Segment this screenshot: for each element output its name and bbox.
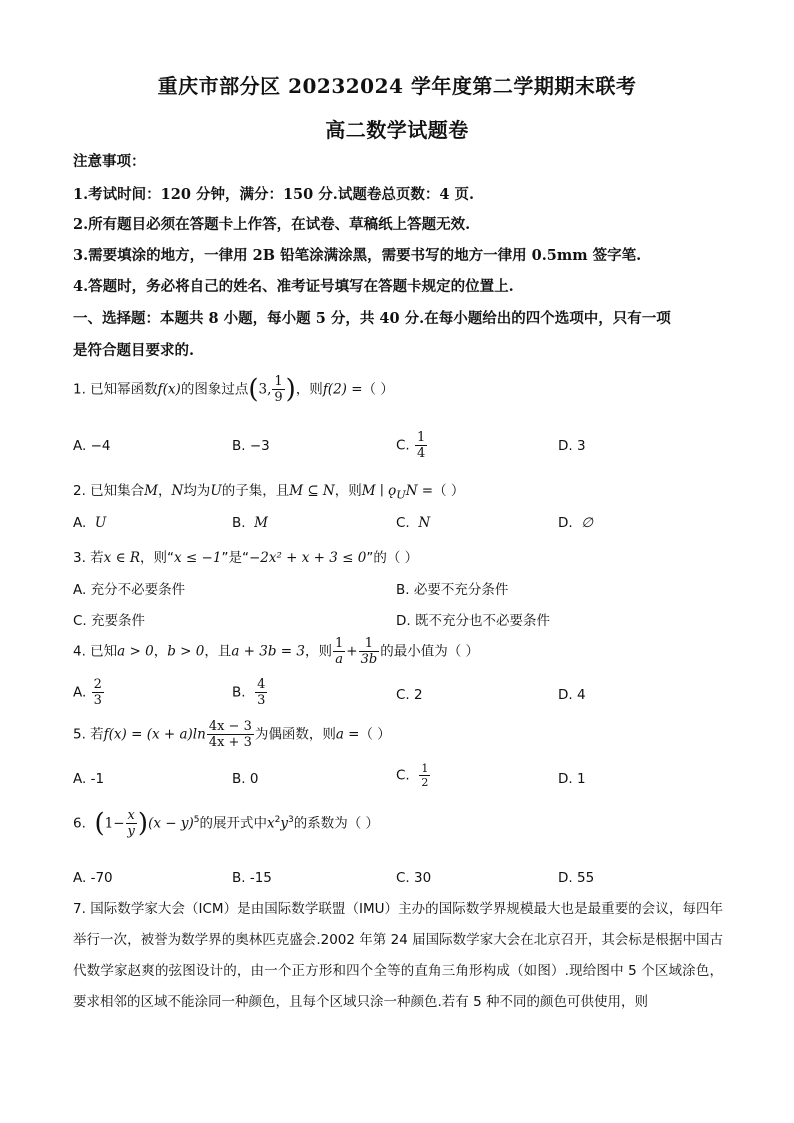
q1-blank: （ ） bbox=[362, 381, 394, 398]
q1-stem: 1. 已知幂函数 bbox=[73, 381, 158, 398]
question-6: 6. (1− $\frac{x}{y}$ )$(x - y)^5$的展开式中$x^2y^3$的系数为（ ） bbox=[73, 808, 379, 839]
q2-option-d: D. ∅ bbox=[558, 515, 594, 531]
q1-function: f(x) bbox=[157, 381, 181, 398]
q5-option-c: C. $\frac{1}{2}$ bbox=[396, 762, 429, 789]
q1-option-a: A. −4 bbox=[73, 438, 111, 454]
question-3: 3. 若x ∈ R，则“x ≤ −1”是“−2x² + x + 3 ≤ 0”的（ ） bbox=[73, 550, 419, 566]
q5-option-a: A. -1 bbox=[73, 771, 105, 787]
paren-right: ) bbox=[285, 374, 296, 405]
q5-option-b: B. 0 bbox=[232, 771, 259, 787]
question-7: 7. 国际数学家大会（ICM）是由国际数学联盟（IMU）主办的国际数学界规模最大也是最重要的会议，每四年举行一次，被誉为数学界的奥林匹克盛会.2002 年第 24 届国际数学家大会在北京召开，其会标是根据中国古代数学家赵爽的弦图设计的，由一个正方形和四个全等的直角三角形构成（如图）.现给图中 5 个区域涂色，要求相邻的区域不能涂同一种颜色，且每个区域只涂一种颜色.若有 5 种不同的颜色可供使用，则 bbox=[73, 901, 723, 1010]
q4-option-c: C. 2 bbox=[396, 687, 423, 703]
q1-stem-mid2: ，则 bbox=[295, 381, 323, 398]
section-instruction: 一、选择题：本题共 8 小题，每小题 5 分，共 40 分.在每小题给出的四个选项中，只有一项 bbox=[73, 310, 671, 327]
q3-option-b: B. 必要不充分条件 bbox=[396, 582, 509, 598]
note-item: 2.所有题目必须在答题卡上作答，在试卷、草稿纸上答题无效. bbox=[73, 216, 471, 233]
q6-option-b: B. -15 bbox=[232, 870, 272, 886]
q1-stem-mid: 的图象过点 bbox=[180, 381, 249, 398]
exam-title: 重庆市部分区 20232024 学年度第二学期期末联考 bbox=[157, 74, 637, 98]
q2-option-c: C. N bbox=[396, 515, 431, 531]
q4-option-b: B. $\frac{4}{3}$ bbox=[232, 677, 266, 708]
note-item: 1.考试时间：120 分钟，满分：150 分.试题卷总页数：4 页. bbox=[73, 186, 474, 203]
q1-option-d: D. 3 bbox=[558, 438, 586, 454]
q5-option-d: D. 1 bbox=[558, 771, 586, 787]
section-instruction-cont: 是符合题目要求的. bbox=[73, 342, 195, 359]
q3-option-a: A. 充分不必要条件 bbox=[73, 582, 186, 598]
q6-option-a: A. -70 bbox=[73, 870, 113, 886]
q1-option-c: C. $\frac{1}{4}$ bbox=[396, 430, 426, 461]
q3-option-c: C. 充要条件 bbox=[73, 613, 146, 629]
q4-option-d: D. 4 bbox=[558, 687, 586, 703]
question-5: 5. 若f(x) = (x + a)ln $\frac{4x - 3}{4x + 3}$ 为偶函数，则a =（ ） bbox=[73, 719, 391, 750]
paren-left: ( bbox=[248, 374, 259, 405]
q3-option-d: D. 既不充分也不必要条件 bbox=[396, 613, 550, 629]
q1-target: f(2) = bbox=[322, 381, 363, 398]
note-item: 3.需要填涂的地方，一律用 2B 铅笔涂满涂黑，需要书写的地方一律用 0.5mm 签字笔. bbox=[73, 247, 642, 264]
q1-option-b: B. −3 bbox=[232, 438, 270, 454]
q1-point-y: $\frac{1}{9}$ bbox=[274, 374, 283, 405]
question-1 bbox=[73, 374, 394, 405]
notes-heading: 注意事项： bbox=[73, 153, 146, 170]
q2-option-a: A. U bbox=[73, 515, 107, 531]
q1-point-x: 3, bbox=[258, 381, 272, 398]
q6-option-d: D. 55 bbox=[558, 870, 595, 886]
q6-option-c: C. 30 bbox=[396, 870, 432, 886]
note-item: 4.答题时，务必将自己的姓名、准考证号填写在答题卡规定的位置上. bbox=[73, 278, 514, 295]
q4-option-a: A. $\frac{2}{3}$ bbox=[73, 677, 102, 708]
question-2: 2. 已知集合M，N均为U的子集，且M ⊆ N，则M ∣ $ǫ_UN$ =（ ） bbox=[73, 483, 465, 502]
question-4: 4. 已知a > 0，b > 0，且a + 3b = 3，则 $\frac{1}{a}$ + $\frac{1}{3b}$ 的最小值为（ ） bbox=[73, 636, 479, 667]
exam-subtitle: 高二数学试题卷 bbox=[325, 118, 469, 142]
q2-option-b: B. M bbox=[232, 515, 268, 531]
